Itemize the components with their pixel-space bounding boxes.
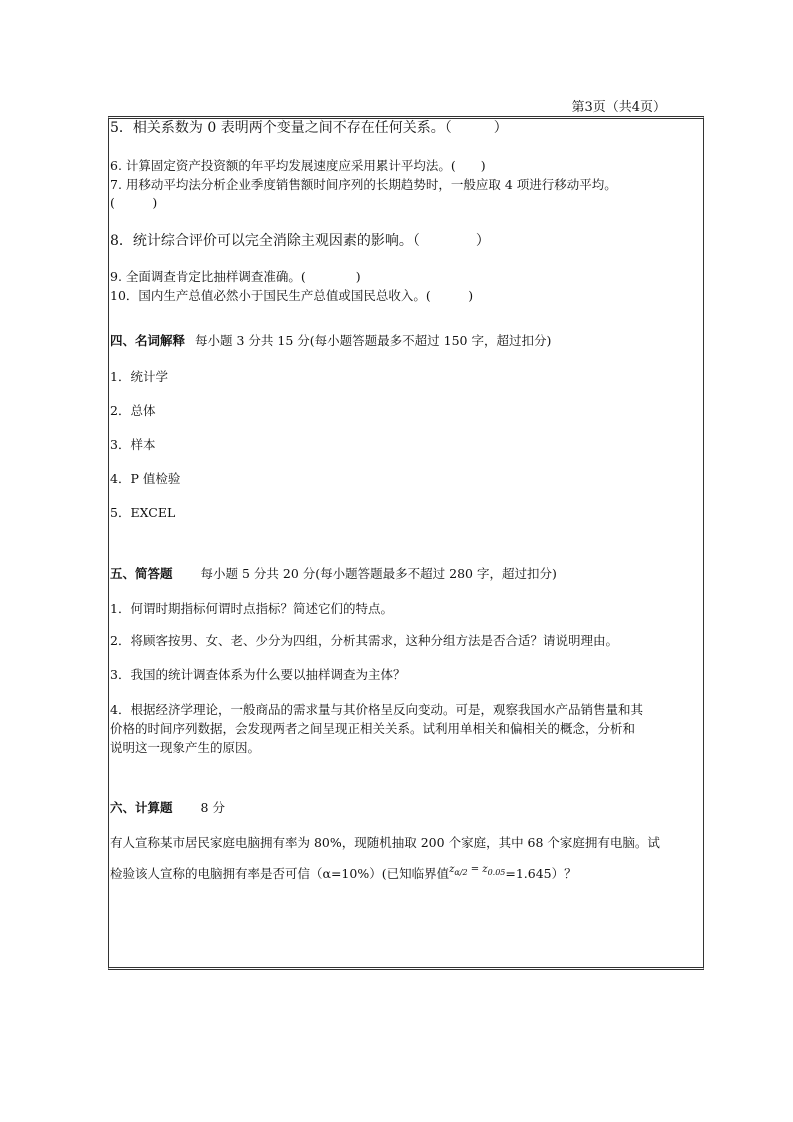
- formula-z: z: [449, 864, 455, 875]
- section5-heading: [110, 566, 557, 582]
- term-item: 5．EXCEL: [110, 505, 176, 520]
- section5-title: 五、简答题: [110, 566, 173, 581]
- formula-sub: α/2: [454, 868, 468, 877]
- page-number: 第3页（共4页）: [571, 100, 666, 115]
- question-8: 8．统计综合评价可以完全消除主观因素的影响。（ ）: [110, 233, 490, 249]
- short-question: 4．根据经济学理论，一般商品的需求量与其价格呈反向变动。可是，观察我国水产品销售量和其: [110, 702, 643, 717]
- question-7-paren: ( ): [110, 195, 158, 210]
- question-5: 5．相关系数为 0 表明两个变量之间不存在任何关系。（ ）: [110, 120, 508, 136]
- question-6: 6. 计算固定资产投资额的年平均发展速度应采用累计平均法。( ): [110, 158, 486, 173]
- question-7: 7. 用移动平均法分析企业季度销售额时间序列的长期趋势时，一般应取 4 项进行移动平均。: [110, 177, 617, 192]
- short-question-cont: 说明这一现象产生的原因。: [110, 740, 261, 755]
- section6-score: 8 分: [200, 800, 225, 815]
- short-question-cont: 价格的时间序列数据，会发现两者之间呈现正相关关系。试利用单相关和偏相关的概念，分析和: [110, 721, 636, 736]
- critical-value-formula: [449, 864, 505, 875]
- term-item: 1．统计学: [110, 369, 168, 384]
- section5-note: 每小题 5 分共 20 分(每小题答题最多不超过 280 字，超过扣分): [200, 566, 557, 581]
- formula-tail: =1.645）？: [505, 866, 577, 881]
- calc-line-1: 有人宣称某市居民家庭电脑拥有率为 80%，现随机抽取 200 个家庭，其中 68 个家庭拥有电脑。试: [110, 835, 660, 850]
- short-question: 1．何谓时期指标何谓时点指标？简述它们的特点。: [110, 601, 393, 616]
- section4-note: 每小题 3 分共 15 分(每小题答题最多不超过 150 字，超过扣分): [195, 333, 552, 348]
- question-9: 9. 全面调查肯定比抽样调查准确。( ): [110, 269, 361, 284]
- section4-title: 四、名词解释: [110, 333, 186, 348]
- calc-text: 检验该人宣称的电脑拥有率是否可信（α=10%）(已知临界值: [110, 866, 450, 881]
- term-item: 4．P 值检验: [110, 471, 181, 486]
- question-10: 10．国内生产总值必然小于国民生产总值或国民总收入。( ): [110, 288, 474, 303]
- short-question: 3．我国的统计调查体系为什么要以抽样调查为主体？: [110, 667, 406, 682]
- section6-heading: [110, 800, 225, 816]
- term-item: 3．样本: [110, 437, 156, 452]
- calc-line-2: [110, 862, 577, 882]
- section6-title: 六、计算题: [110, 800, 173, 815]
- short-question: 2．将顾客按男、女、老、少分为四组，分析其需求，这种分组方法是否合适？请说明理由。: [110, 633, 618, 648]
- formula-sub2: 0.05: [487, 868, 506, 877]
- formula-eq: = z: [467, 864, 488, 875]
- section4-heading: [110, 333, 551, 349]
- term-item: 2．总体: [110, 403, 156, 418]
